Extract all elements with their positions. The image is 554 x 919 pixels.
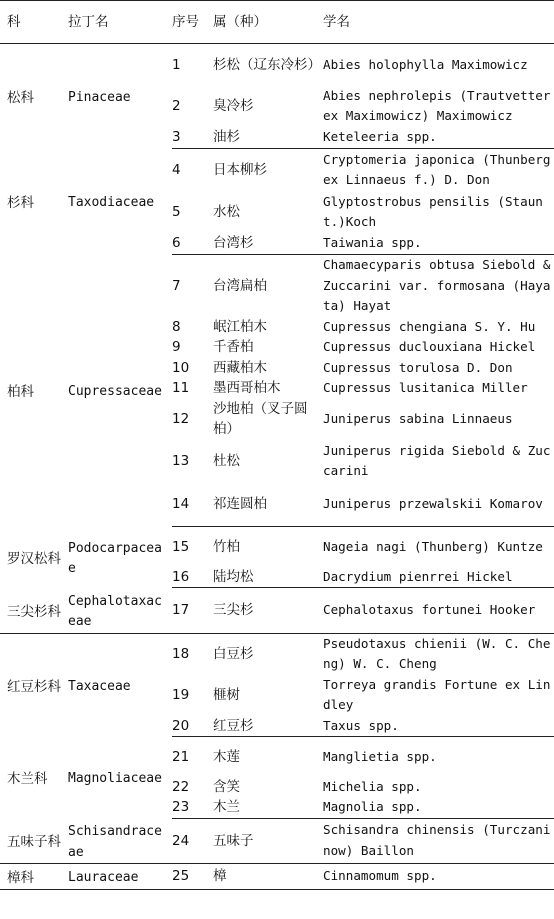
scientific-name-cell: Taiwania spp. xyxy=(323,233,554,255)
latin-name-cell: Cupressaceae xyxy=(68,384,162,400)
table-row xyxy=(0,255,554,317)
scientific-name-cell: Nageia nagi (Thunberg) Kuntze xyxy=(323,538,543,554)
scientific-name-cell: Cupressus duclouxiana Hickel xyxy=(323,339,536,354)
family-group xyxy=(0,737,554,819)
genus-cell: 臭冷杉 xyxy=(213,97,254,114)
number-cell: 22 xyxy=(172,778,190,795)
number-cell: 12 xyxy=(172,410,190,427)
family-cell: 三尖杉科 xyxy=(0,588,68,634)
genus-cell: 陆均松 xyxy=(213,567,323,588)
scientific-name-cell: Manglietia spp. xyxy=(323,748,437,764)
number-cell: 2 xyxy=(172,97,181,114)
genus-cell: 墨西哥柏木 xyxy=(213,380,281,396)
genus-cell: 沙地柏（叉子圆柏） xyxy=(213,400,308,437)
scientific-name-cell: Glyptostrobus pensilis (Staunt.)Koch xyxy=(323,193,543,229)
header-scientific-name: 学名 xyxy=(323,1,554,44)
table-row xyxy=(0,737,554,777)
genus-cell: 祁连圆柏 xyxy=(213,483,323,527)
scientific-name-cell: Pseudotaxus chienii (W. C. Cheng) W. C. Cheng xyxy=(323,635,551,671)
latin-name-cell: Magnoliaceae xyxy=(68,771,162,786)
table-header xyxy=(0,1,554,44)
family-group xyxy=(0,527,554,588)
scientific-name-cell: Juniperus rigida Siebold & Zuccarini xyxy=(323,442,551,478)
table-row xyxy=(0,44,554,86)
scientific-name-cell: Dacrydium pienrrei Hickel xyxy=(323,567,554,588)
family-group xyxy=(0,864,554,890)
number-cell: 21 xyxy=(172,748,190,765)
family-cell: 杉科 xyxy=(7,195,34,212)
scientific-name-cell: Cinnamomum spp. xyxy=(323,864,554,890)
genus-cell: 水松 xyxy=(213,203,240,220)
number-cell: 14 xyxy=(172,483,213,527)
number-cell: 6 xyxy=(172,233,213,255)
family-cell: 罗汉松科 xyxy=(7,550,61,567)
scientific-name-cell: Cupressus chengiana S. Y. Hu xyxy=(323,318,536,334)
genus-cell: 杉松（辽东冷杉） xyxy=(213,56,321,73)
scientific-name-cell: Abies nephrolepis (Trautvetter ex Maximowicz) Maximowicz xyxy=(323,87,551,123)
number-cell: 18 xyxy=(172,645,190,662)
number-cell: 10 xyxy=(172,359,190,376)
number-cell: 24 xyxy=(172,818,213,864)
scientific-name-cell: Keteleeria spp. xyxy=(323,127,554,149)
scientific-name-cell: Cryptomeria japonica (Thunberg ex Linnaeus f.) D. Don xyxy=(323,151,551,188)
latin-name-cell: Cephalotaxaceae xyxy=(68,588,172,634)
family-cell: 红豆杉科 xyxy=(7,678,61,695)
family-cell: 樟科 xyxy=(0,864,68,890)
family-group xyxy=(0,588,554,634)
number-cell: 16 xyxy=(172,567,213,588)
genus-cell: 五味子 xyxy=(213,818,323,864)
table-row xyxy=(0,633,554,675)
header-row xyxy=(0,1,554,44)
scientific-name-cell: Torreya grandis Fortune ex Lindley xyxy=(323,676,551,712)
scientific-name-cell: Michelia spp. xyxy=(323,778,422,794)
genus-cell: 竹柏 xyxy=(213,538,240,555)
number-cell: 7 xyxy=(172,277,181,294)
genus-cell: 三尖杉 xyxy=(213,588,323,634)
latin-name-cell: Taxaceae xyxy=(68,678,131,694)
scientific-name-cell: Schisandra chinensis (Turczaninow) Baillon xyxy=(323,818,554,864)
scientific-name-cell: Juniperus sabina Linnaeus xyxy=(323,410,513,426)
number-cell: 9 xyxy=(172,339,181,355)
family-cell: 五味子科 xyxy=(0,818,68,864)
family-cell: 木兰科 xyxy=(7,771,48,787)
header-number: 序号 xyxy=(172,1,213,44)
number-cell: 19 xyxy=(172,686,190,703)
family-group xyxy=(0,149,554,255)
table-row xyxy=(0,149,554,192)
scientific-name-cell: Chamaecyparis obtusa Siebold & Zuccarini var. formosana (Hayata) Hayat xyxy=(323,257,551,313)
family-cell: 柏科 xyxy=(7,384,34,401)
number-cell: 25 xyxy=(172,864,213,890)
number-cell: 5 xyxy=(172,203,181,220)
number-cell: 8 xyxy=(172,318,181,335)
latin-name-cell: Schisandraceae xyxy=(68,818,172,864)
genus-cell: 日本柳杉 xyxy=(213,162,267,178)
number-cell: 11 xyxy=(172,380,190,396)
number-cell: 23 xyxy=(172,797,213,818)
header-genus: 属（种） xyxy=(213,1,323,44)
number-cell: 1 xyxy=(172,56,181,73)
genus-cell: 台湾扁柏 xyxy=(213,277,267,294)
genus-cell: 千香柏 xyxy=(213,339,254,355)
number-cell: 17 xyxy=(172,588,213,634)
scientific-name-cell: Cephalotaxus fortunei Hooker xyxy=(323,588,554,634)
genus-cell: 西藏柏木 xyxy=(213,359,267,376)
scientific-name-cell: Magnolia spp. xyxy=(323,797,554,818)
family-group xyxy=(0,633,554,737)
genus-cell: 红豆杉 xyxy=(213,716,323,737)
number-cell: 4 xyxy=(172,162,181,178)
genus-cell: 榧树 xyxy=(213,686,240,703)
genus-cell: 岷江柏木 xyxy=(213,318,267,335)
genus-cell: 台湾杉 xyxy=(213,233,323,255)
scientific-name-cell: Abies holophylla Maximowicz xyxy=(323,56,528,72)
family-group xyxy=(0,818,554,864)
number-cell: 20 xyxy=(172,716,213,737)
genus-cell: 杜松 xyxy=(213,452,240,469)
table-row xyxy=(0,527,554,567)
genus-cell: 樟 xyxy=(213,864,323,890)
scientific-name-cell: Cupressus lusitanica Miller xyxy=(323,380,528,395)
header-latin-name: 拉丁名 xyxy=(68,1,172,44)
family-group xyxy=(0,44,554,149)
number-cell: 3 xyxy=(172,127,213,149)
genus-cell: 木兰 xyxy=(213,797,323,818)
genus-cell: 含笑 xyxy=(213,778,240,795)
latin-name-cell: Pinaceae xyxy=(68,90,131,105)
latin-name-cell: Podocarpaceae xyxy=(68,540,162,576)
genus-cell: 木莲 xyxy=(213,748,240,765)
table-row xyxy=(0,864,554,890)
family-cell: 松科 xyxy=(7,90,34,106)
genus-cell: 白豆杉 xyxy=(213,645,254,662)
scientific-name-cell: Juniperus przewalskii Komarov xyxy=(323,483,554,527)
latin-name-cell: Taxodiaceae xyxy=(68,195,155,211)
table-row xyxy=(0,588,554,634)
scientific-name-cell: Taxus spp. xyxy=(323,716,554,737)
genus-cell: 油杉 xyxy=(213,127,323,149)
scientific-name-cell: Cupressus torulosa D. Don xyxy=(323,359,513,375)
table-row xyxy=(0,818,554,864)
header-family: 科 xyxy=(0,1,68,44)
family-group xyxy=(0,255,554,527)
number-cell: 13 xyxy=(172,452,190,469)
latin-name-cell: Lauraceae xyxy=(68,864,172,890)
number-cell: 15 xyxy=(172,538,190,555)
